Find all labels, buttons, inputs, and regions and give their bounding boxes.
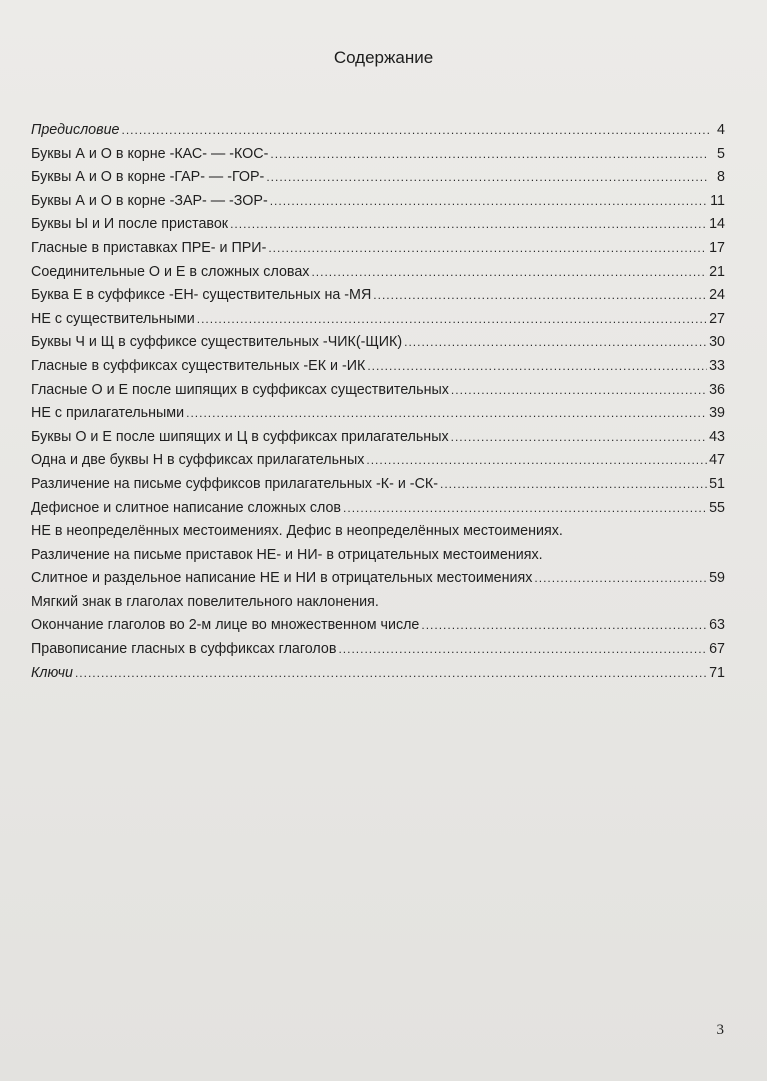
toc-entry-title: Буквы Ч и Щ в суффиксе существительных -ЧИК(-ЩИК)	[31, 334, 403, 351]
toc-entry-title: Буквы А и О в корне -ГАР- — -ГОР-	[31, 169, 265, 186]
toc-entry-page: 5	[717, 145, 725, 162]
toc-entry-page: 51	[709, 475, 725, 492]
toc-entry-title: Одна и две буквы Н в суффиксах прилагательных	[31, 452, 365, 469]
toc-entry	[31, 591, 725, 615]
toc-entry-page: 11	[710, 192, 725, 209]
toc-dot-leader	[75, 662, 707, 686]
toc-dot-leader	[451, 379, 707, 403]
toc-entry	[31, 143, 725, 167]
toc-entry-page: 39	[709, 405, 725, 422]
toc-entry-page: 4	[717, 122, 725, 138]
toc-entry-title: Гласные в приставках ПРЕ- и ПРИ-	[31, 239, 267, 256]
toc-entry	[31, 166, 725, 190]
toc-dot-leader	[404, 331, 707, 355]
toc-entry-title: Гласные О и Е после шипящих в суффиксах существительных	[31, 381, 449, 398]
toc-entry	[31, 261, 725, 285]
toc-entry-title: Буквы А и О в корне -КАС- — -КОС-	[31, 145, 269, 162]
toc-dot-leader	[268, 237, 707, 261]
toc-dot-leader	[451, 426, 707, 450]
toc-entry-page: 14	[709, 216, 725, 233]
toc-entry-title: НЕ в неопределённых местоимениях. Дефис в неопределённых местоимениях.	[31, 523, 563, 540]
toc-entry	[31, 355, 725, 379]
toc-entry-title: Дефисное и слитное написание сложных слов	[31, 499, 342, 516]
toc-entry-page: 27	[709, 310, 725, 327]
toc-entry	[31, 190, 725, 214]
toc-entry	[31, 638, 725, 662]
toc-entry-title: Буквы А и О в корне -ЗАР- — -ЗОР-	[31, 192, 268, 209]
toc-entry-title: Различение на письме приставок НЕ- и НИ- в отрицательных местоимениях.	[31, 546, 543, 563]
toc-entry-title: Буквы Ы и И после приставок	[31, 216, 229, 233]
toc-dot-leader	[338, 638, 707, 662]
toc-entry	[31, 567, 725, 591]
toc-entry-page: 21	[709, 263, 725, 280]
toc-entry	[31, 402, 725, 426]
toc-entry	[31, 237, 725, 261]
toc-entry	[31, 497, 725, 521]
toc-dot-leader	[270, 190, 708, 214]
toc-entry	[31, 284, 725, 308]
toc-dot-leader	[343, 497, 707, 521]
toc-entry-page: 8	[717, 169, 725, 186]
toc-entry-title: Гласные в суффиксах существительных -ЕК и -ИК	[31, 357, 366, 374]
toc-entry	[31, 449, 725, 473]
toc-dot-leader	[311, 261, 707, 285]
toc-entry-title: Предисловие	[31, 122, 120, 138]
toc-entry	[31, 662, 725, 686]
toc-entry	[31, 119, 725, 143]
toc-entry-title: Слитное и раздельное написание НЕ и НИ в отрицательных местоимениях	[31, 570, 533, 587]
toc-dot-leader	[270, 143, 709, 167]
toc-entry	[31, 331, 725, 355]
toc-entry-page: 55	[709, 499, 725, 516]
toc-entry-title: Буквы О и Е после шипящих и Ц в суффиксах прилагательных	[31, 428, 449, 445]
toc-entry-page: 33	[709, 357, 725, 374]
toc-dot-leader	[266, 166, 709, 190]
toc-entry-title: Окончание глаголов во 2-м лице во множественном числе	[31, 617, 420, 634]
toc-entry-page: 63	[709, 617, 725, 634]
toc-entry-page: 59	[709, 570, 725, 587]
toc-dot-leader	[367, 355, 707, 379]
toc-entry-title: Соединительные О и Е в сложных словах	[31, 263, 310, 280]
toc-entry-title: Различение на письме суффиксов прилагательных -К- и -СК-	[31, 475, 438, 492]
toc-dot-leader	[366, 449, 707, 473]
toc-entry-page: 36	[709, 381, 725, 398]
toc-entry-page: 43	[709, 428, 725, 445]
toc-dot-leader	[197, 308, 707, 332]
toc-entry	[31, 308, 725, 332]
toc-entry-page: 47	[709, 452, 725, 469]
toc-entry-page: 24	[709, 287, 725, 304]
toc-dot-leader	[440, 473, 707, 497]
toc-entry	[31, 213, 725, 237]
toc-entry	[31, 426, 725, 450]
toc-dot-leader	[186, 402, 707, 426]
page-title: Содержание	[333, 48, 434, 67]
toc-entry	[31, 544, 725, 568]
toc-entry	[31, 614, 725, 638]
toc-dot-leader	[230, 213, 707, 237]
toc-dot-leader	[534, 567, 707, 591]
toc-entry-title: Буква Е в суффиксе -ЕН- существительных на -МЯ	[31, 287, 372, 304]
toc-dot-leader	[373, 284, 707, 308]
toc-dot-leader	[421, 614, 707, 638]
toc-entry-title: Ключи	[31, 664, 73, 681]
toc-entry	[31, 520, 725, 544]
table-of-contents	[31, 119, 725, 685]
toc-entry-page: 17	[709, 239, 725, 256]
toc-entry	[31, 379, 725, 403]
toc-entry-page: 67	[709, 641, 725, 658]
toc-entry-page: 30	[709, 334, 725, 351]
toc-dot-leader	[121, 119, 709, 143]
toc-entry-title: НЕ с существительными	[31, 310, 195, 327]
toc-entry-title: Правописание гласных в суффиксах глаголов	[31, 641, 337, 658]
toc-entry-title: НЕ с прилагательными	[31, 405, 185, 422]
toc-entry-page: 71	[709, 664, 725, 681]
toc-entry-title: Мягкий знак в глаголах повелительного наклонения.	[31, 593, 379, 610]
page-number: 3	[716, 1022, 724, 1038]
toc-entry	[31, 473, 725, 497]
